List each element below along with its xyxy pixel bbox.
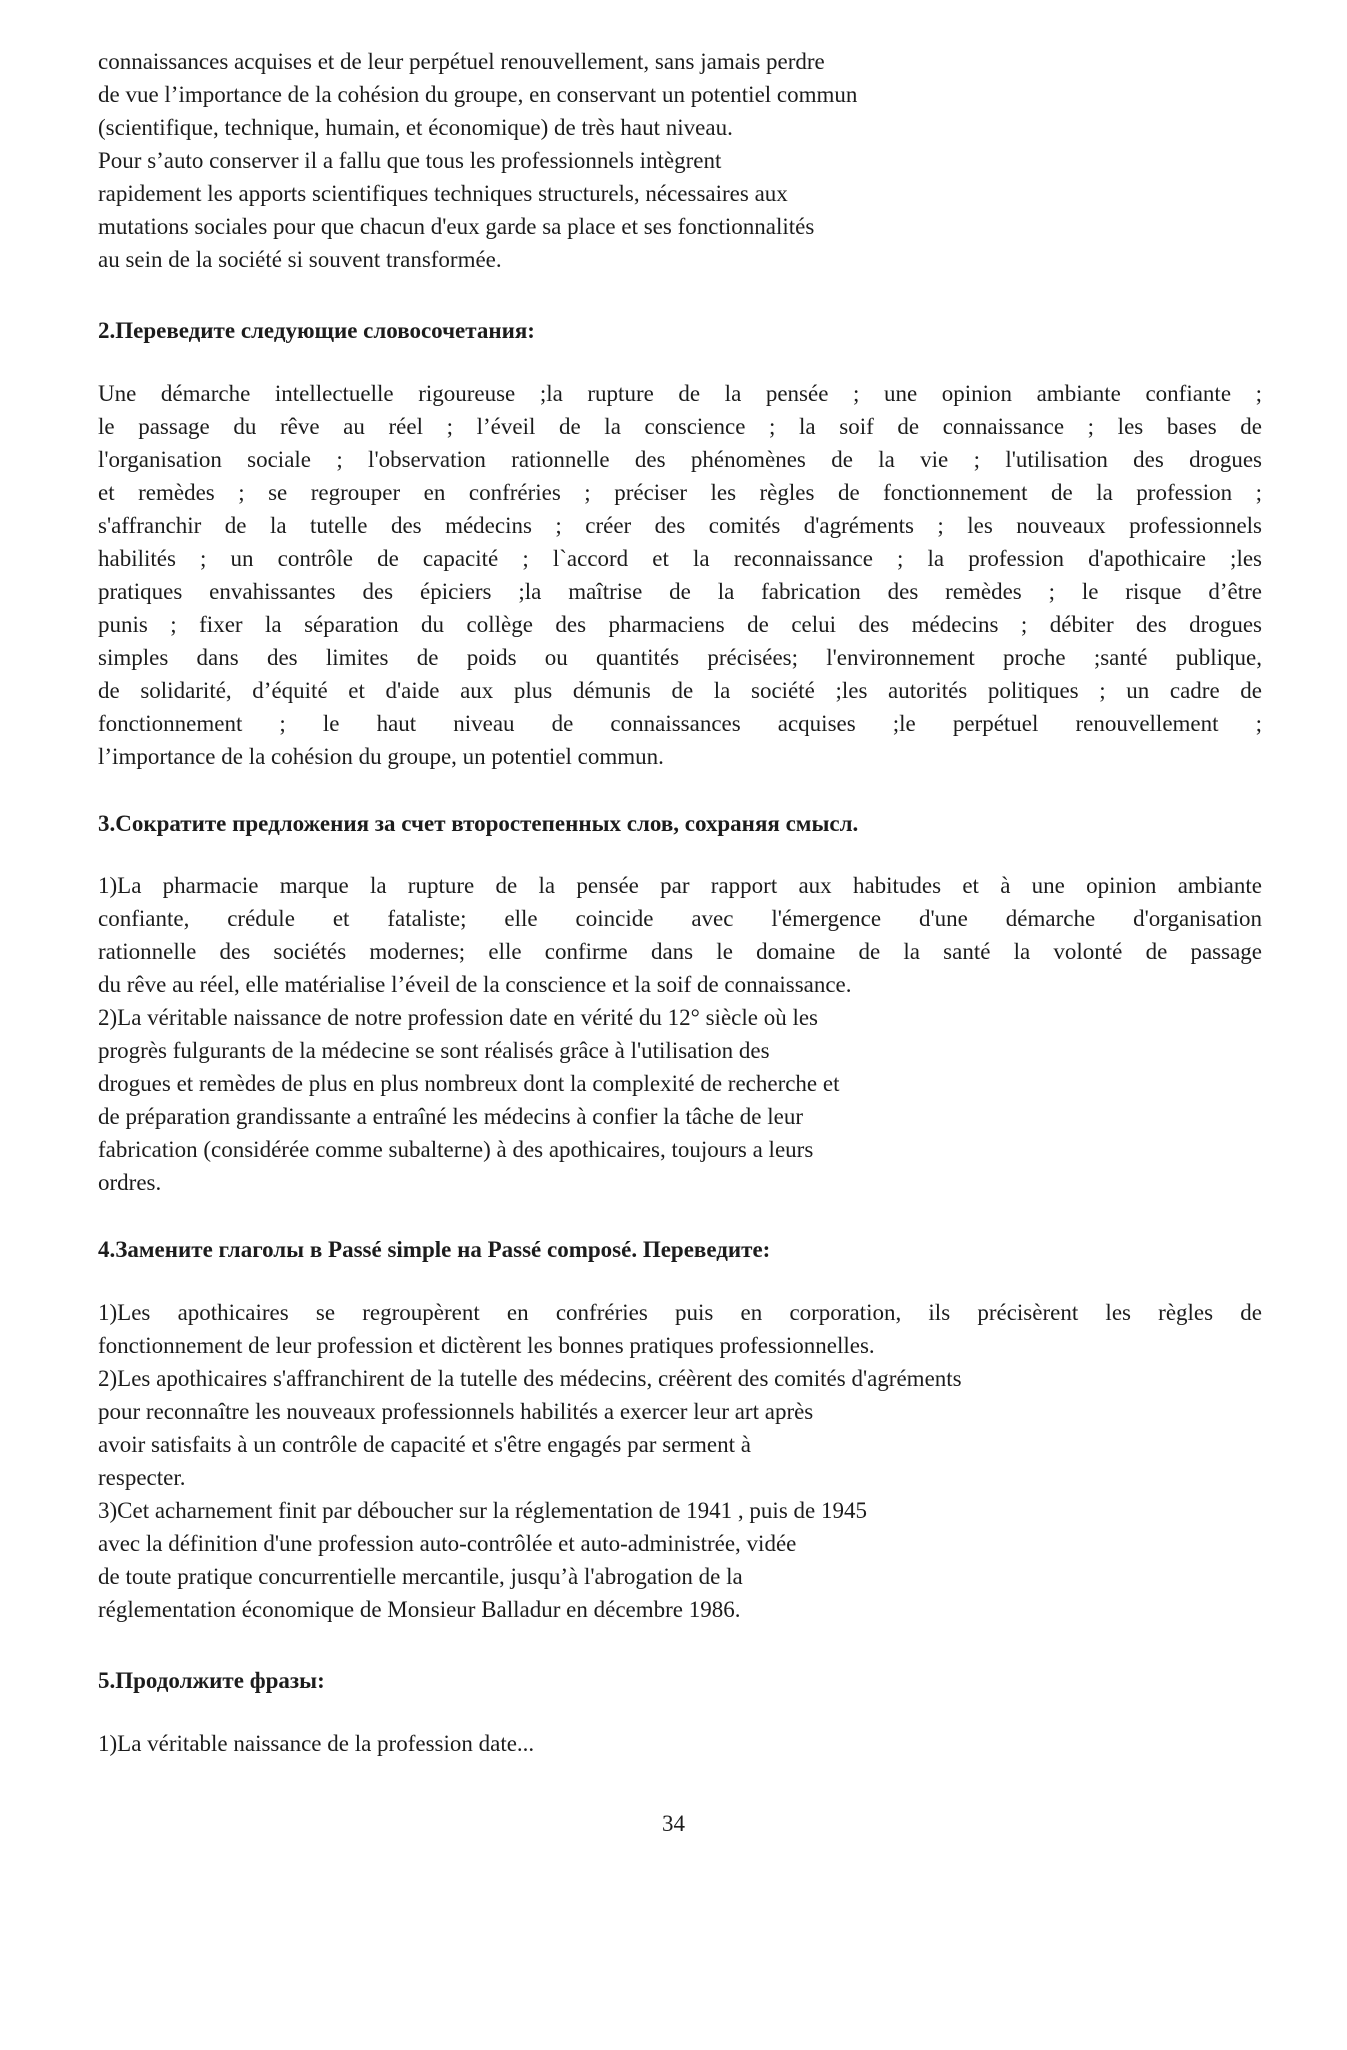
section-4-p3-line: de toute pratique concurrentielle mercantile, jusqu’à l'abrogation de la <box>98 1564 743 1589</box>
section-2-line: de solidarité, d’équité et d'aide aux plus démunis de la société ;les autorités politiques ; un cadre de <box>98 678 1262 703</box>
section-2-line: punis ; fixer la séparation du collège des pharmaciens de celui des médecins ; débiter des drogues <box>98 612 1262 637</box>
section-3-p2-line: progrès fulgurants de la médecine se sont réalisés grâce à l'utilisation des <box>98 1038 770 1063</box>
section-3-p2-line: de préparation grandissante a entraîné les médecins à confier la tâche de leur <box>98 1104 803 1129</box>
section-2-line: simples dans des limites de poids ou quantités précisées; l'environnement proche ;santé publique, <box>98 645 1262 670</box>
section-5-line: 1)La véritable naissance de la profession date... <box>98 1731 535 1756</box>
section-4-p2-line: 2)Les apothicaires s'affranchirent de la tutelle des médecins, créèrent des comités d'agréments <box>98 1366 962 1391</box>
intro-line: rapidement les apports scientifiques techniques structurels, nécessaires aux <box>98 181 788 206</box>
section-2-line: l'organisation sociale ; l'observation rationnelle des phénomènes de la vie ; l'utilisation des drogues <box>98 447 1262 472</box>
intro-line: (scientifique, technique, humain, et économique) de très haut niveau. <box>98 115 733 140</box>
section-2-line: le passage du rêve au réel ; l’éveil de la conscience ; la soif de connaissance ; les bases de <box>98 414 1262 439</box>
section-2-line: l’importance de la cohésion du groupe, un potentiel commun. <box>98 744 664 769</box>
intro-line: mutations sociales pour que chacun d'eux garde sa place et ses fonctionnalités <box>98 214 815 239</box>
section-3-p2-line: fabrication (considérée comme subalterne) à des apothicaires, toujours a leurs <box>98 1137 814 1162</box>
section-3-p1-line: confiante, crédule et fataliste; elle coincide avec l'émergence d'une démarche d'organisation <box>98 906 1262 931</box>
section-4-p2-line: pour reconnaître les nouveaux professionnels habilités a exercer leur art après <box>98 1399 814 1424</box>
section-3-heading: 3.Сократите предложения за счет второстепенных слов, сохраняя смысл. <box>98 811 859 836</box>
section-2-line: pratiques envahissantes des épiciers ;la maîtrise de la fabrication des remèdes ; le risque d’être <box>98 579 1262 604</box>
section-2-line: Une démarche intellectuelle rigoureuse ;la rupture de la pensée ; une opinion ambiante confiante ; <box>98 381 1262 406</box>
intro-line: au sein de la société si souvent transformée. <box>98 247 502 272</box>
section-2-line: et remèdes ; se regrouper en confréries ; préciser les règles de fonctionnement de la profession ; <box>98 480 1262 505</box>
section-4-p3-line: réglementation économique de Monsieur Balladur en décembre 1986. <box>98 1597 741 1622</box>
page-number: 34 <box>662 1811 685 1836</box>
section-3-p1-line: 1)La pharmacie marque la rupture de la pensée par rapport aux habitudes et à une opinion ambiante <box>98 873 1262 898</box>
section-4-p3-line: avec la définition d'une profession auto-contrôlée et auto-administrée, vidée <box>98 1531 797 1556</box>
section-5-heading: 5.Продолжите фразы: <box>98 1668 325 1693</box>
section-2-line: s'affranchir de la tutelle des médecins ; créer des comités d'agréments ; les nouveaux professionnels <box>98 513 1262 538</box>
section-4-heading: 4.Замените глаголы в Passé simple на Passé composé. Переведите: <box>98 1237 771 1262</box>
section-4-p2-line: respecter. <box>98 1465 186 1490</box>
section-3-p2-line: ordres. <box>98 1170 162 1195</box>
section-2-line: habilités ; un contrôle de capacité ; l`accord et la reconnaissance ; la profession d'apothicaire ;les <box>98 546 1262 571</box>
section-4-p3-line: 3)Cet acharnement finit par déboucher sur la réglementation de 1941 , puis de 1945 <box>98 1498 867 1523</box>
section-4-p1-line: fonctionnement de leur profession et dictèrent les bonnes pratiques professionnelles. <box>98 1333 875 1358</box>
section-3-p1-line: rationnelle des sociétés modernes; elle confirme dans le domaine de la santé la volonté de passage <box>98 939 1262 964</box>
intro-line: Pour s’auto conserver il a fallu que tous les professionnels intègrent <box>98 148 722 173</box>
section-4-p1-line: 1)Les apothicaires se regroupèrent en confréries puis en corporation, ils précisèrent les règles de <box>98 1300 1262 1325</box>
section-3-p1-line: du rêve au réel, elle matérialise l’éveil de la conscience et la soif de connaissance. <box>98 972 852 997</box>
section-3-p2-line: 2)La véritable naissance de notre profession date en vérité du 12° siècle où les <box>98 1005 819 1030</box>
intro-line: connaissances acquises et de leur perpétuel renouvellement, sans jamais perdre <box>98 49 825 74</box>
intro-line: de vue l’importance de la cohésion du groupe, en conservant un potentiel commun <box>98 82 858 107</box>
section-2-line: fonctionnement ; le haut niveau de connaissances acquises ;le perpétuel renouvellement ; <box>98 711 1262 736</box>
section-4-p2-line: avoir satisfaits à un contrôle de capacité et s'être engagés par serment à <box>98 1432 751 1457</box>
section-3-p2-line: drogues et remèdes de plus en plus nombreux dont la complexité de recherche et <box>98 1071 840 1096</box>
section-2-heading: 2.Переведите следующие словосочетания: <box>98 318 535 343</box>
